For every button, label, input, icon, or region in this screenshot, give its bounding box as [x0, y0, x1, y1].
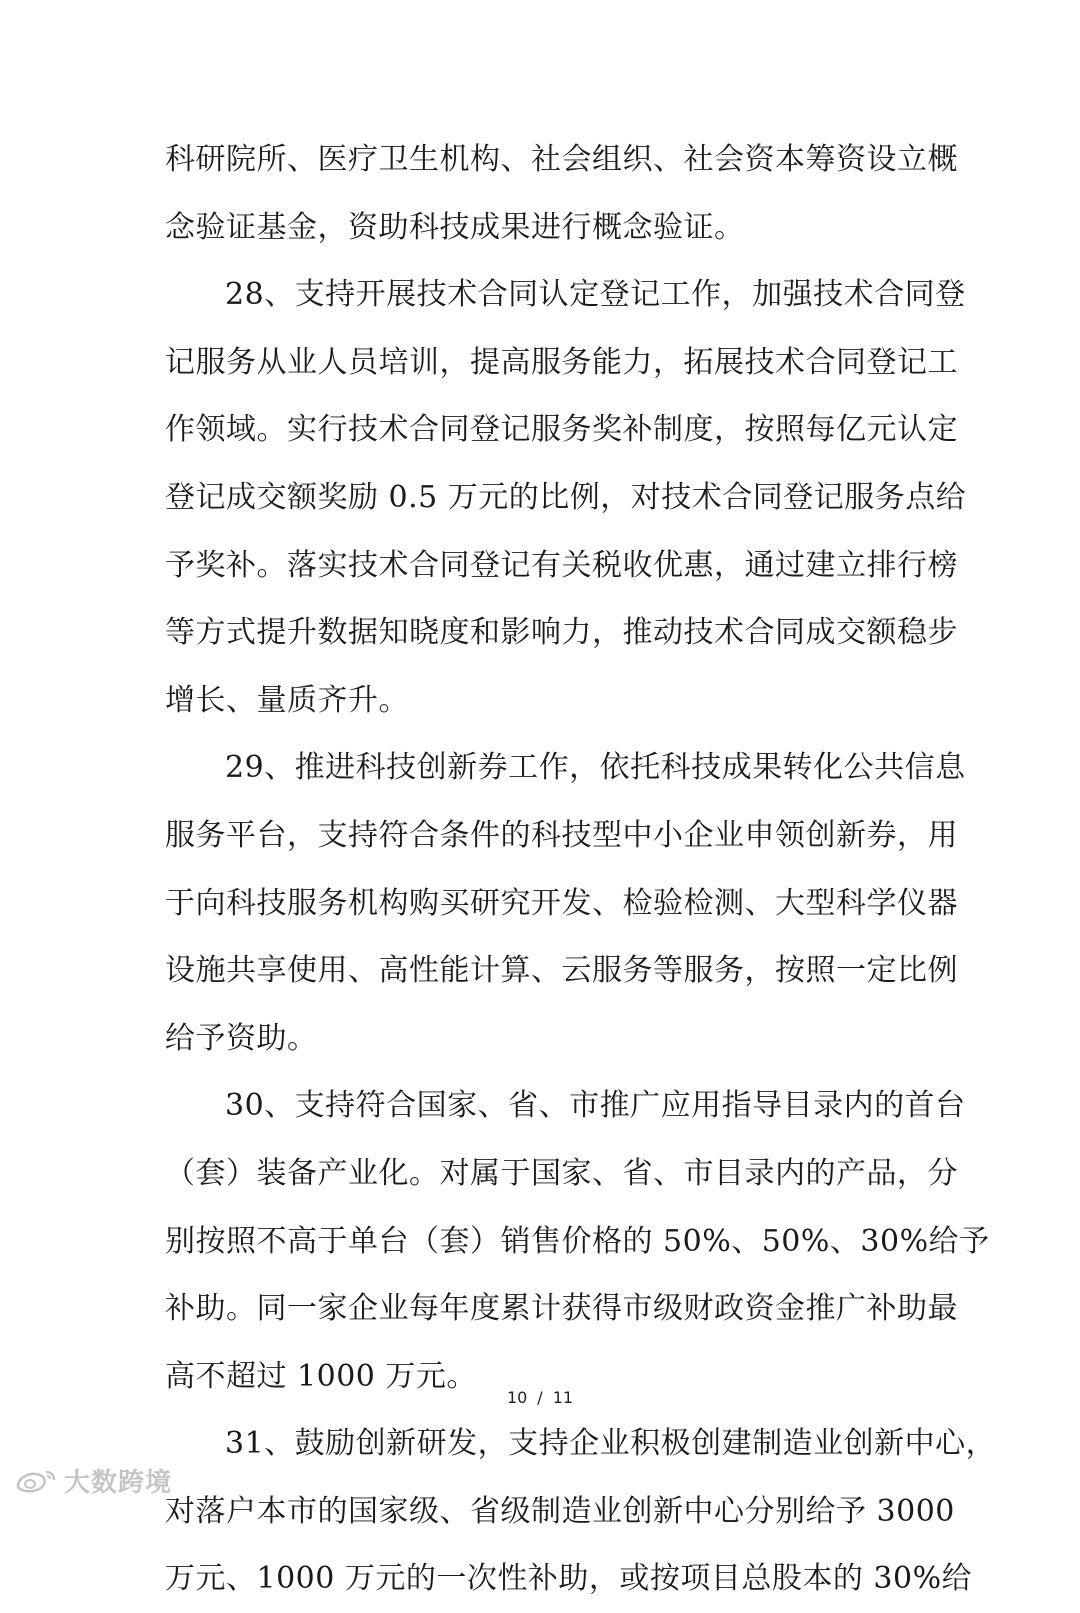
sina-weibo-logo-icon — [14, 1468, 58, 1494]
text-line: 高不超过 1000 万元。 — [165, 1358, 477, 1394]
current-page-number: 10 — [506, 1388, 528, 1407]
watermark-text: 大数跨境 — [64, 1468, 173, 1498]
total-pages-number: 11 — [552, 1388, 574, 1407]
text-line: 于向科技服务机构购买研究开发、检验检测、大型科学仪器 — [165, 885, 958, 921]
text-line: 予奖补。落实技术合同登记有关税收优惠，通过建立排行榜 — [165, 547, 958, 583]
text-line: 对落户本市的国家级、省级制造业创新中心分别给予 3000 — [165, 1493, 955, 1529]
paragraph-start-30: 30、支持符合国家、省、市推广应用指导目录内的首台 — [225, 1088, 966, 1124]
text-line: （套）装备产业化。对属于国家、省、市目录内的产品，分 — [165, 1155, 958, 1191]
text-line: 增长、量质齐升。 — [165, 682, 409, 718]
text-line: 别按照不高于单台（套）销售价格的 50%、50%、30%给予 — [165, 1223, 990, 1259]
text-line: 补助。同一家企业每年度累计获得市级财政资金推广补助最 — [165, 1291, 958, 1327]
text-line: 作领域。实行技术合同登记服务奖补制度，按照每亿元认定 — [165, 412, 958, 448]
page-separator: / — [537, 1388, 543, 1407]
text-line: 科研院所、医疗卫生机构、社会组织、社会资本筹资设立概 — [165, 142, 958, 177]
paragraph-start-31: 31、鼓励创新研发，支持企业积极创建制造业创新中心， — [225, 1426, 997, 1462]
watermark — [14, 1462, 172, 1499]
page-number — [0, 1388, 1080, 1407]
text-line: 登记成交额奖励 0.5 万元的比例，对技术合同登记服务点给 — [165, 479, 967, 515]
text-line: 等方式提升数据知晓度和影响力，推动技术合同成交额稳步 — [165, 615, 958, 651]
text-line: 万元、1000 万元的一次性补助，或按项目总股本的 30%给 — [165, 1561, 973, 1597]
text-line: 给予资助。 — [165, 1020, 318, 1056]
text-line: 记服务从业人员培训，提高服务能力，拓展技术合同登记工 — [165, 344, 958, 380]
paragraph-start-29: 29、推进科技创新券工作，依托科技成果转化公共信息 — [225, 750, 966, 786]
paragraph-start-28: 28、支持开展技术合同认定登记工作，加强技术合同登 — [225, 277, 966, 313]
text-line: 念验证基金，资助科技成果进行概念验证。 — [165, 209, 745, 245]
text-line: 服务平台，支持符合条件的科技型中小企业申领创新券，用 — [165, 817, 958, 853]
text-line: 设施共享使用、高性能计算、云服务等服务，按照一定比例 — [165, 953, 958, 989]
